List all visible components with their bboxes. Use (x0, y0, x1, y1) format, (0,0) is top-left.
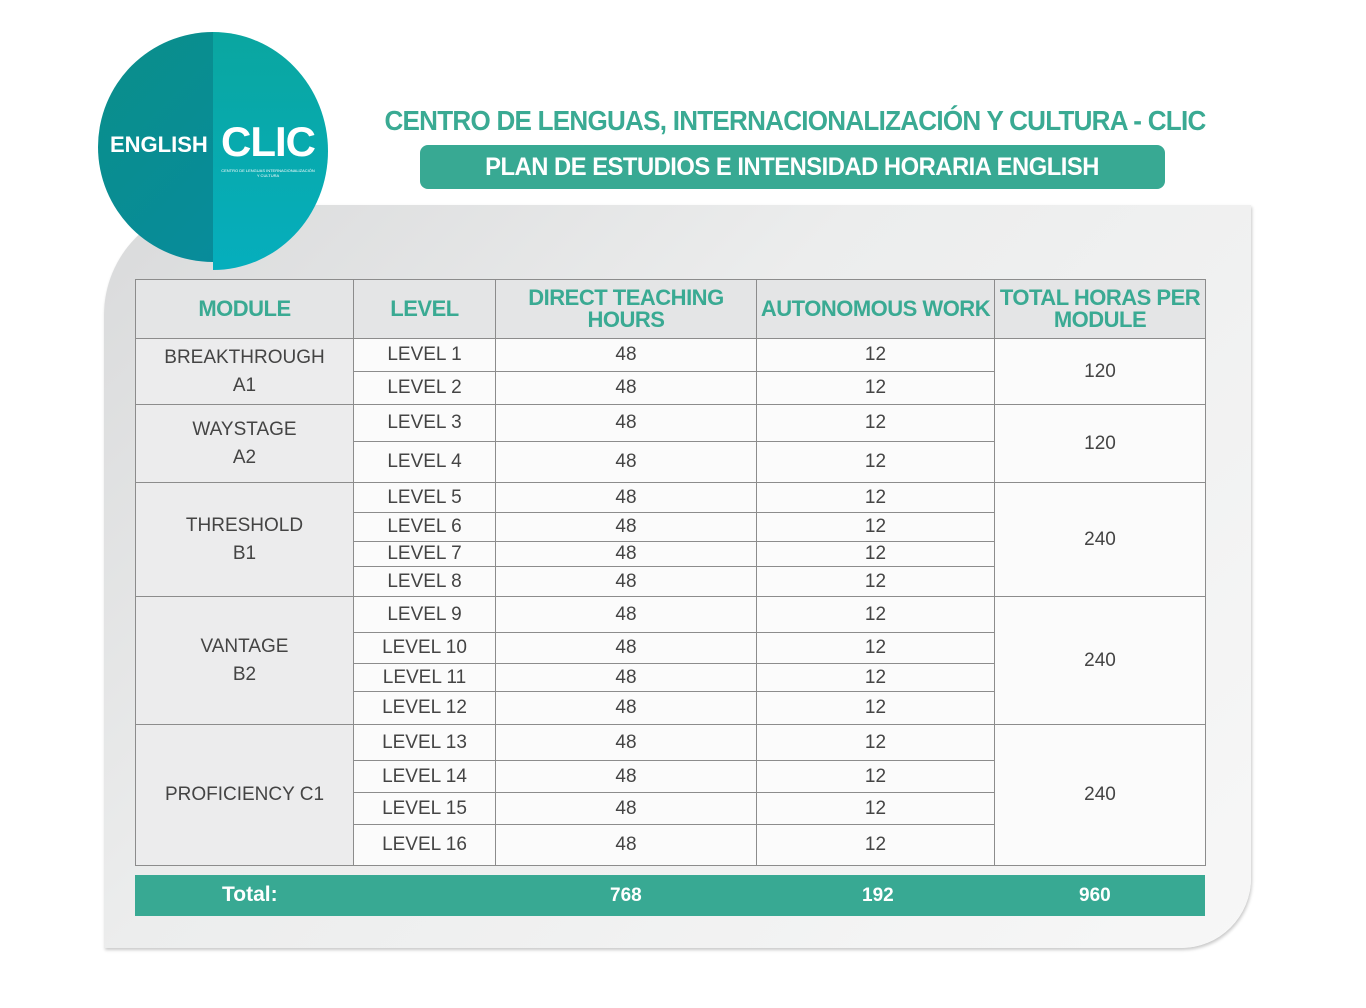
direct-hours-cell: 48 (496, 567, 757, 597)
page-subtitle: PLAN DE ESTUDIOS E INTENSIDAD HORARIA ENGLISH (485, 153, 1100, 181)
direct-hours-cell: 48 (496, 633, 757, 664)
direct-hours-cell: 48 (496, 542, 757, 567)
direct-hours-cell: 48 (496, 692, 757, 725)
module-total-cell: 240 (995, 597, 1206, 725)
autonomous-hours-cell: 12 (757, 825, 995, 866)
autonomous-hours-cell: 12 (757, 513, 995, 542)
level-cell: LEVEL 5 (354, 483, 496, 513)
module-cell (136, 405, 354, 483)
module-total-cell: 240 (995, 725, 1206, 866)
level-cell: LEVEL 1 (354, 339, 496, 372)
direct-hours-cell: 48 (496, 372, 757, 405)
totals-direct: 768 (610, 885, 642, 906)
direct-hours-cell: 48 (496, 513, 757, 542)
module-name: PROFICIENCY C1 (164, 784, 325, 805)
level-cell: LEVEL 3 (354, 405, 496, 442)
autonomous-hours-cell: 12 (757, 405, 995, 442)
totals-autonomous: 192 (862, 885, 894, 906)
direct-hours-cell: 48 (496, 793, 757, 825)
module-total-cell: 120 (995, 339, 1206, 405)
module-name: VANTAGE (200, 635, 289, 657)
level-cell: LEVEL 9 (354, 597, 496, 633)
level-cell: LEVEL 16 (354, 825, 496, 866)
autonomous-hours-cell: 12 (757, 542, 995, 567)
table-row (136, 597, 1206, 633)
level-cell: LEVEL 15 (354, 793, 496, 825)
module-code: A2 (232, 446, 257, 468)
level-cell: LEVEL 12 (354, 692, 496, 725)
direct-hours-cell: 48 (496, 339, 757, 372)
study-plan-table (135, 279, 1206, 866)
autonomous-hours-cell: 12 (757, 442, 995, 483)
table-row (136, 725, 1206, 761)
autonomous-hours-cell: 12 (757, 597, 995, 633)
direct-hours-cell: 48 (496, 483, 757, 513)
level-cell: LEVEL 7 (354, 542, 496, 567)
header-level: LEVEL (354, 280, 496, 339)
table-row (136, 339, 1206, 372)
table-row (136, 405, 1206, 442)
level-cell: LEVEL 14 (354, 761, 496, 793)
autonomous-hours-cell: 12 (757, 483, 995, 513)
level-cell: LEVEL 13 (354, 725, 496, 761)
module-cell (136, 725, 354, 866)
logo-subtext: CENTRO DE LENGUAS INTERNACIONALIZACIÓN Y CULTURA (221, 168, 315, 179)
header-total: TOTAL HORAS PER MODULE (995, 280, 1206, 339)
level-cell: LEVEL 11 (354, 664, 496, 692)
table-header (136, 280, 1206, 339)
page-subtitle-bar (420, 145, 1165, 189)
autonomous-hours-cell: 12 (757, 725, 995, 761)
totals-total: 960 (1079, 885, 1111, 906)
autonomous-hours-cell: 12 (757, 761, 995, 793)
direct-hours-cell: 48 (496, 664, 757, 692)
totals-bar (135, 875, 1205, 916)
direct-hours-cell: 48 (496, 825, 757, 866)
module-code: B1 (232, 542, 257, 564)
level-cell: LEVEL 4 (354, 442, 496, 483)
level-cell: LEVEL 10 (354, 633, 496, 664)
totals-label: Total: (222, 883, 278, 906)
level-cell: LEVEL 6 (354, 513, 496, 542)
logo-english: ENGLISH (110, 132, 208, 157)
direct-hours-cell: 48 (496, 725, 757, 761)
direct-hours-cell: 48 (496, 761, 757, 793)
header-module: MODULE (136, 280, 354, 339)
module-name: THRESHOLD (185, 514, 304, 536)
module-total-cell: 120 (995, 405, 1206, 483)
level-cell: LEVEL 2 (354, 372, 496, 405)
module-code: B2 (232, 663, 257, 685)
autonomous-hours-cell: 12 (757, 664, 995, 692)
logo-clic: CLIC (221, 118, 315, 165)
module-name: WAYSTAGE (192, 418, 297, 440)
page-title: CENTRO DE LENGUAS, INTERNACIONALIZACIÓN Y CULTURA - CLIC (384, 105, 1206, 136)
header-autonomous: AUTONOMOUS WORK (757, 280, 995, 339)
autonomous-hours-cell: 12 (757, 793, 995, 825)
autonomous-hours-cell: 12 (757, 633, 995, 664)
table-row (136, 483, 1206, 513)
direct-hours-cell: 48 (496, 405, 757, 442)
module-cell (136, 483, 354, 597)
autonomous-hours-cell: 12 (757, 692, 995, 725)
module-total-cell: 240 (995, 483, 1206, 597)
level-cell: LEVEL 8 (354, 567, 496, 597)
module-cell (136, 597, 354, 725)
clic-logo (98, 32, 328, 270)
module-cell (136, 339, 354, 405)
module-name: BREAKTHROUGH (164, 346, 325, 368)
autonomous-hours-cell: 12 (757, 372, 995, 405)
direct-hours-cell: 48 (496, 442, 757, 483)
module-code: A1 (232, 374, 257, 396)
direct-hours-cell: 48 (496, 597, 757, 633)
header-direct: DIRECT TEACHING HOURS (496, 280, 757, 339)
autonomous-hours-cell: 12 (757, 567, 995, 597)
autonomous-hours-cell: 12 (757, 339, 995, 372)
